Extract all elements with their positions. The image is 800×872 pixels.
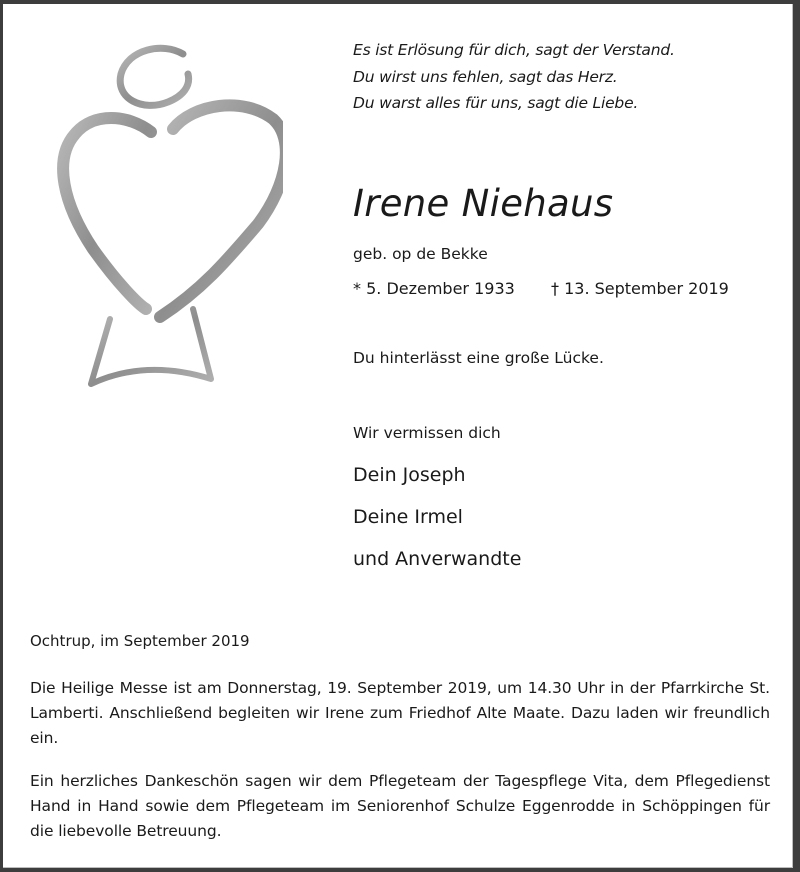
tribute-line: Du hinterlässt eine große Lücke. (353, 349, 604, 367)
maiden-name: geb. op de Bekke (353, 245, 488, 263)
quote-line: Es ist Erlösung für dich, sagt der Verstand. (353, 41, 675, 59)
quote-block (353, 37, 675, 117)
deceased-name: Irene Niehaus (353, 182, 614, 225)
mourner-name: Deine Irmel (353, 506, 463, 528)
birth-date: * 5. Dezember 1933 (353, 279, 515, 298)
obituary-notice (3, 4, 793, 868)
life-dates (353, 279, 729, 298)
quote-line: Du warst alles für uns, sagt die Liebe. (353, 94, 639, 112)
place-date: Ochtrup, im September 2019 (30, 632, 250, 650)
mourners-list (353, 462, 521, 588)
mourner-name: Dein Joseph (353, 464, 466, 486)
angel-heart-icon (33, 34, 283, 394)
funeral-info-paragraph: Die Heilige Messe ist am Donnerstag, 19. September 2019, um 14.30 Uhr in der Pfarrkirche St. Lamberti. Anschließend begleiten wir Irene zum Friedhof Alte Maate. Dazu laden wir freundlich ein. (30, 679, 770, 747)
quote-line: Du wirst uns fehlen, sagt das Herz. (353, 67, 618, 86)
death-date: † 13. September 2019 (551, 279, 729, 298)
thanks-paragraph: Ein herzliches Dankeschön sagen wir dem Pflegeteam der Tagespflege Vita, dem Pflegedienst Hand in Hand sowie dem Pflegeteam im Seniorenhof Schulze Eggenrodde in Schöppingen für die liebevolle Betreuung. (30, 772, 770, 840)
mourners-intro: Wir vermissen dich (353, 424, 501, 442)
mourner-name: und Anverwandte (353, 548, 522, 570)
